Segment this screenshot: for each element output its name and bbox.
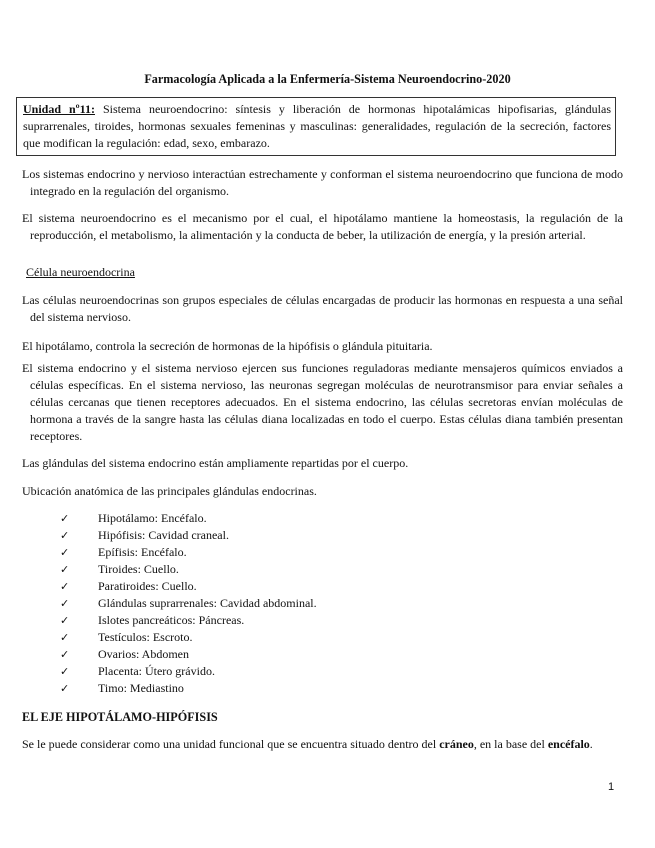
check-icon: ✓ — [60, 665, 70, 678]
check-icon: ✓ — [60, 512, 70, 525]
check-icon: ✓ — [60, 546, 70, 559]
check-icon: ✓ — [60, 614, 70, 627]
paragraph-chemical-messengers: El sistema endocrino y el sistema nervioso ejercen sus funciones reguladoras mediante mensajeros químicos enviados a células específicas. En el sistema nervioso, las neuronas segregan moléculas de neurotransmisor para enviar señales a células cercanas que tienen receptores adecuados. En el sistema endocrino, las células secretoras envían moléculas de hormona a través de la sangre hasta las células diana localizadas en todo el cuerpo. Estas células diana también presentan receptores. — [22, 361, 623, 443]
list-item: ✓ Hipófisis: Cavidad craneal. — [60, 528, 229, 542]
paragraph-functional-unit: Se le puede considerar como una unidad funcional que se encuentra situado dentro del cráneo, en la base del encéfalo. — [22, 737, 593, 751]
check-icon: ✓ — [60, 682, 70, 695]
list-item: ✓ Timo: Mediastino — [60, 681, 184, 695]
check-icon: ✓ — [60, 648, 70, 661]
unit-summary-box — [16, 97, 616, 156]
check-icon: ✓ — [60, 597, 70, 610]
paragraph-neuroendocrine-intro: Los sistemas endocrino y nervioso interactúan estrechamente y conforman el sistema neuroendocrino que funciona de modo integrado en la regulación del organismo. — [22, 167, 623, 198]
check-icon: ✓ — [60, 580, 70, 593]
document-title: Farmacología Aplicada a la Enfermería-Sistema Neuroendocrino-2020 — [144, 72, 511, 86]
page-number: 1 — [608, 781, 615, 793]
list-item: ✓ Paratiroides: Cuello. — [60, 579, 197, 593]
check-icon: ✓ — [60, 563, 70, 576]
list-item: ✓ Hipotálamo: Encéfalo. — [60, 511, 207, 525]
list-item: ✓ Testículos: Escroto. — [60, 630, 193, 644]
paragraph-neuroendocrine-mechanism: El sistema neuroendocrino es el mecanismo por el cual, el hipotálamo mantiene la homeostasis, la regulación de la reproducción, el metabolismo, la alimentación y la conducta de beber, la utilización de energía, y la presión arterial. — [22, 211, 623, 242]
list-item: ✓ Islotes pancreáticos: Páncreas. — [60, 613, 245, 627]
subheading-neuroendocrine-cell: Célula neuroendocrina — [26, 265, 135, 279]
list-item: ✓ Tiroides: Cuello. — [60, 562, 179, 576]
unit-label: Unidad nº11: — [23, 102, 95, 116]
paragraph-anatomical-location: Ubicación anatómica de las principales glándulas endocrinas. — [22, 484, 317, 498]
gland-list — [60, 510, 317, 697]
term-brain: encéfalo — [547, 737, 590, 751]
list-item: ✓ Ovarios: Abdomen — [60, 647, 189, 661]
term-skull: cráneo — [439, 737, 474, 751]
check-icon: ✓ — [60, 529, 70, 542]
paragraph-neuroendocrine-cells: Las células neuroendocrinas son grupos especiales de células encargadas de producir las hormonas en respuesta a una señal del sistema nervioso. — [22, 293, 623, 324]
paragraph-glands-distribution: Las glándulas del sistema endocrino están ampliamente repartidas por el cuerpo. — [22, 456, 409, 470]
section-heading-hypothalamus-pituitary: EL EJE HIPOTÁLAMO-HIPÓFISIS — [22, 710, 218, 724]
check-icon: ✓ — [60, 631, 70, 644]
list-item: ✓ Epífisis: Encéfalo. — [60, 545, 187, 559]
list-item: ✓ Placenta: Útero grávido. — [60, 664, 215, 678]
list-item: ✓ Glándulas suprarrenales: Cavidad abdominal. — [60, 596, 317, 610]
unit-description: Sistema neuroendocrino: síntesis y liberación de hormonas hipotalámicas hipofisarias, glándulas suprarrenales, tiroides, hormonas sexuales femeninas y masculinas: generalidades, regulación de la secreción, factores que modifican la regulación: edad, sexo, embarazo. — [23, 102, 611, 150]
paragraph-hypothalamus: El hipotálamo, controla la secreción de hormonas de la hipófisis o glándula pituitaria. — [22, 339, 433, 353]
